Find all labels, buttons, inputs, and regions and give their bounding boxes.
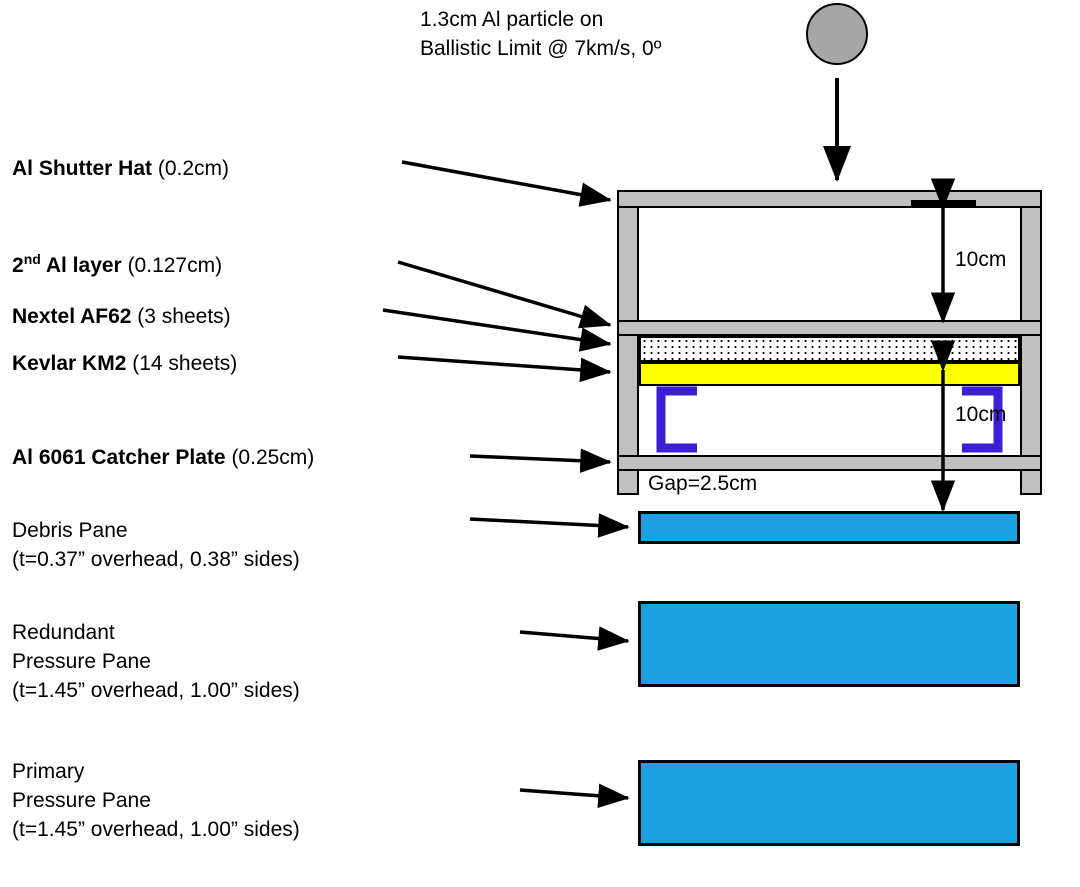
catcher-plate (617, 455, 1042, 471)
dimension-lower-gap: 10cm (955, 403, 1007, 426)
label-catcher-plate (12, 444, 314, 471)
projectile-note-line1: 1.3cm Al particle on (420, 8, 604, 31)
kevlar-km2-layer (639, 362, 1020, 386)
nextel-af62-layer (639, 336, 1020, 362)
dimension-upper-gap: 10cm (955, 248, 1007, 271)
shield-right-wall (1020, 190, 1042, 495)
label-catcher-plate-rest: (0.25cm) (225, 446, 315, 469)
label-second-al-layer-num: 2 (12, 254, 24, 277)
label-second-al-layer-sup: nd (23, 251, 41, 267)
label-nextel-af62-bold: Nextel AF62 (12, 305, 132, 328)
projectile-note-line2: Ballistic Limit @ 7km/s, 0º (420, 37, 662, 60)
label-al-shutter-hat-bold: Al Shutter Hat (12, 157, 153, 180)
label-redundant-pane-line2: Pressure Pane (12, 650, 151, 673)
label-al-shutter-hat-rest: (0.2cm) (152, 157, 230, 180)
label-primary-pane-line3: (t=1.45” overhead, 1.00” sides) (12, 818, 300, 841)
projectile-icon (806, 3, 868, 65)
label-kevlar-km2 (12, 350, 237, 377)
dimension-plate-gap: Gap=2.5cm (648, 472, 758, 495)
label-nextel-af62 (12, 303, 231, 330)
label-kevlar-km2-bold: Kevlar KM2 (12, 352, 127, 375)
second-al-layer-plate (617, 320, 1042, 336)
label-debris-pane-line2: (t=0.37” overhead, 0.38” sides) (12, 548, 300, 571)
label-redundant-pane-line3: (t=1.45” overhead, 1.00” sides) (12, 679, 300, 702)
label-primary-pane-line2: Pressure Pane (12, 789, 151, 812)
label-redundant-pane-line1: Redundant (12, 621, 115, 644)
label-nextel-af62-rest: (3 sheets) (131, 305, 231, 328)
upper-dimension-tick (911, 200, 976, 207)
al-shutter-hat-plate (617, 190, 1042, 208)
primary-pressure-pane (638, 760, 1020, 846)
redundant-pressure-pane (638, 601, 1020, 687)
label-kevlar-km2-rest: (14 sheets) (126, 352, 238, 375)
shield-left-wall (617, 190, 639, 495)
label-second-al-layer-rest: (0.127cm) (121, 254, 223, 277)
label-catcher-plate-bold: Al 6061 Catcher Plate (12, 446, 226, 469)
debris-pane (638, 511, 1020, 544)
label-second-al-layer (12, 246, 222, 279)
label-second-al-layer-bold: Al layer (40, 254, 122, 277)
label-al-shutter-hat (12, 155, 229, 182)
label-debris-pane-line1: Debris Pane (12, 519, 128, 542)
label-primary-pane-line1: Primary (12, 760, 85, 783)
